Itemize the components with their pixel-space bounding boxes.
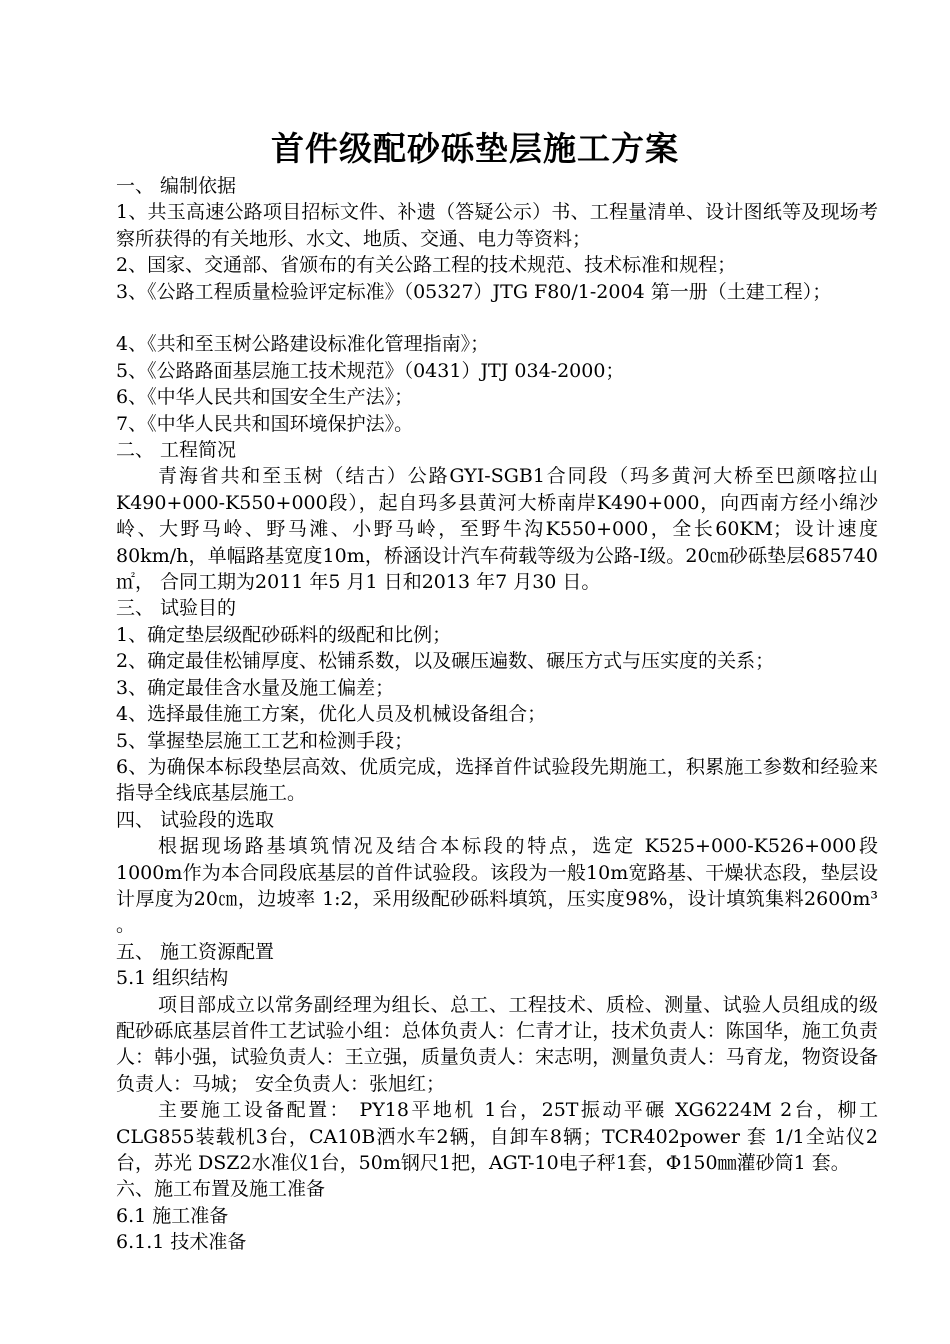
body-paragraph: 根据现场路基填筑情况及结合本标段的特点，选定 K525+000-K526+000段1000m作为本合同段底基层的首件试验段。该段为一般10m宽路基、干燥状态段，垫层设计厚度为20㎝，边坡率 1:2，采用级配砂砾料填筑，压实度98%，设计填筑集料2600m³ 。: [116, 835, 878, 937]
section-heading: 6.1.1 技术准备: [116, 1231, 247, 1254]
section-heading: 5.1 组织结构: [116, 967, 229, 990]
list-item: 5、《公路路面基层施工技术规范》（0431）JTJ 034-2000；: [116, 359, 625, 382]
paragraph-spacer: [116, 305, 878, 331]
list-item: 4、《共和至玉树公路建设标准化管理指南》；: [116, 333, 490, 356]
list-item: 1、共玉高速公路项目招标文件、补遗（答疑公示）书、工程量清单、设计图纸等及现场考察所获得的有关地形、水文、地质、交通、电力等资料；: [116, 201, 878, 250]
list-item: 2、确定最佳松铺厚度、松铺系数，以及碾压遍数、碾压方式与压实度的关系；: [116, 650, 775, 673]
list-item: 3、《公路工程质量检验评定标准》（05327）JTG F80/1-2004 第一册（土建工程）；: [116, 280, 832, 303]
list-item: 2、国家、交通部、省颁布的有关公路工程的技术规范、技术标准和规程；: [116, 254, 737, 277]
document-body: [116, 173, 878, 1256]
list-item: 7、《中华人民共和国环境保护法》。: [116, 412, 414, 435]
section-heading: 一、 编制依据: [116, 175, 237, 197]
section-heading: 二、 工程简况: [116, 439, 237, 462]
body-paragraph: 青海省共和至玉树（结古）公路GYI-SGB1合同段（玛多黄河大桥至巴颜喀拉山K490+000-K550+000段），起自玛多县黄河大桥南岸K490+000，向西南方经小绵沙岭、大野马岭、野马滩、小野马岭，至野牛沟K550+000，全长60KM；设计速度80km/h，单幅路基宽度10m，桥涵设计汽车荷载等级为公路-I级。20㎝砂砾垫层685740㎡， 合同工期为2011 年5 月1 日和2013 年7 月30 日。: [116, 465, 878, 594]
list-item: 6、《中华人民共和国安全生产法》；: [116, 386, 414, 409]
body-paragraph: 主要施工设备配置： PY18平地机 1台，25T振动平碾 XG6224M 2台，柳工CLG855装载机3台，CA10B洒水车2辆，自卸车8辆；TCR402power 套 1/1全站仪2台，苏光 DSZ2水准仪1台，50m钢尺1把，AGT-10电子秤1套，Φ150㎜灌砂筒1 套。: [116, 1099, 878, 1175]
section-heading: 三、 试验目的: [116, 597, 237, 620]
list-item: 1、确定垫层级配砂砾料的级配和比例；: [116, 623, 452, 646]
list-item: 5、掌握垫层施工工艺和检测手段；: [116, 729, 414, 752]
list-item: 6、为确保本标段垫层高效、优质完成，选择首件试验段先期施工，积累施工参数和经验来指导全线底基层施工。: [116, 755, 878, 805]
list-item: 3、确定最佳含水量及施工偏差；: [116, 676, 395, 699]
list-item: 4、选择最佳施工方案，优化人员及机械设备组合；: [116, 703, 547, 726]
section-heading: 六、施工布置及施工准备: [116, 1178, 326, 1201]
body-paragraph: 项目部成立以常务副经理为组长、总工、工程技术、质检、测量、试验人员组成的级配砂砾底基层首件工艺试验小组：总体负责人：仁青才让，技术负责人：陈国华，施工负责人：韩小强，试验负责人：王立强，质量负责人：宋志明，测量负责人：马育龙，物资设备负责人：马城； 安全负责人：张旭红；: [116, 993, 878, 1095]
section-heading: 四、 试验段的选取: [116, 808, 275, 831]
document-title: 首件级配砂砾垫层施工方案: [271, 129, 679, 168]
section-heading: 五、 施工资源配置: [116, 940, 275, 963]
section-heading: 6.1 施工准备: [116, 1204, 229, 1227]
